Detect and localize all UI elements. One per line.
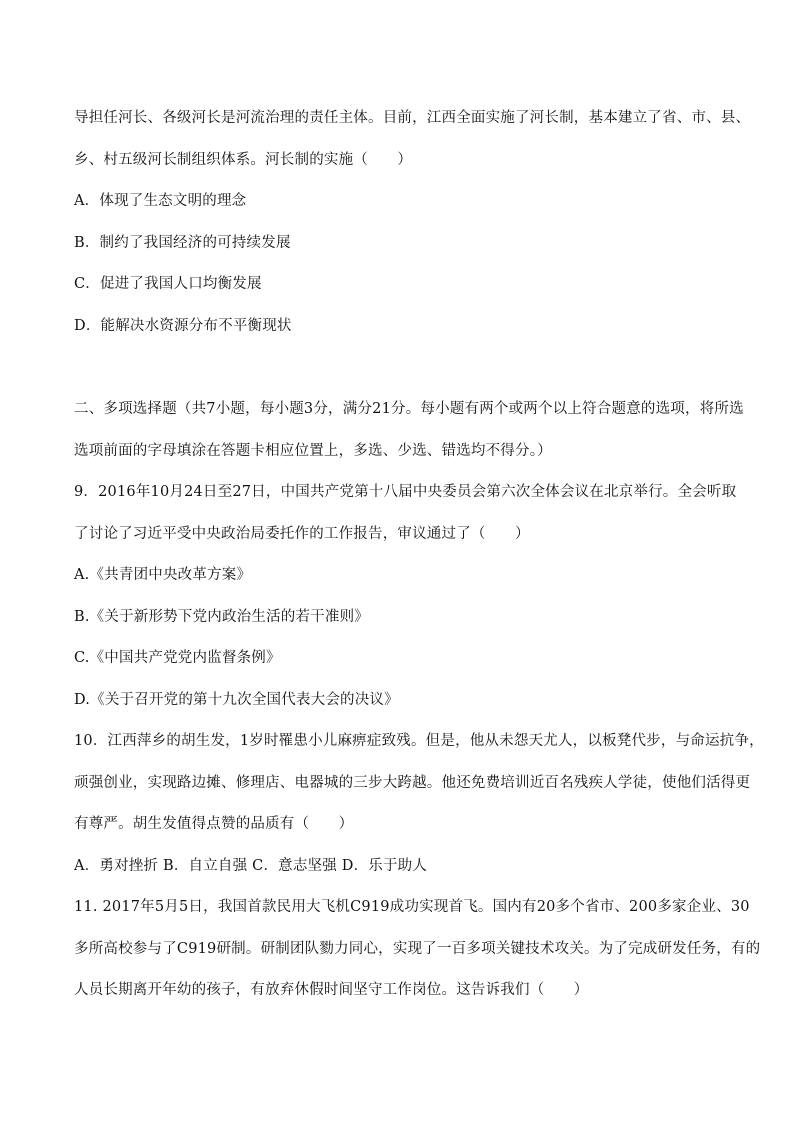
question-10-stem-line-2: 顽强创业，实现路边摊、修理店、电器城的三步大跨越。他还免费培训近百名残疾人学徒，使他们活得更 (74, 775, 751, 791)
question-10-stem-line-3: 有尊严。胡生发值得点赞的品质有（ ） (74, 816, 354, 832)
question-10-options: A．勇对挫折 B．自立自强 C．意志坚强 D．乐于助人 (74, 858, 428, 874)
question-8-option-c: C．促进了我国人口均衡发展 (74, 276, 262, 292)
question-9-stem-line-2: 了讨论了习近平受中央政治局委托作的工作报告，审议通过了（ ） (74, 526, 530, 542)
question-9-option-d: D.《关于召开党的第十九次全国代表大会的决议》 (74, 692, 399, 708)
question-8-stem-line-2: 乡、村五级河长制组织体系。河长制的实施（ ） (74, 152, 413, 168)
question-8-option-b: B．制约了我国经济的可持续发展 (74, 235, 291, 251)
section-2-heading-line-2: 选项前面的字母填涂在答题卡相应位置上，多选、少选、错选均不得分。） (74, 443, 552, 459)
question-11-stem-line-2: 多所高校参与了C919研制。研制团队勠力同心，实现了一百多项关键技术攻关。为了完成研发任务，有的 (74, 941, 761, 957)
question-10-stem-line-1: 10．江西萍乡的胡生发，1岁时罹患小儿麻痹症致残。但是，他从未怨天尤人，以板凳代步，与命运抗争， (74, 733, 764, 749)
section-2-heading-line-1: 二、多项选择题（共7小题，每小题3分，满分21分。每小题有两个或两个以上符合题意的选项，将所选 (74, 401, 744, 417)
question-8-stem-line-1: 导担任河长、各级河长是河流治理的责任主体。目前，江西全面实施了河长制，基本建立了省、市、县、 (74, 110, 751, 126)
question-11-stem-line-1: 11. 2017年5月5日，我国首款民用大飞机C919成功实现首飞。国内有20多个省市、200多家企业、30 (74, 899, 750, 915)
question-11-stem-line-3: 人员长期离开年幼的孩子，有放弃休假时间坚守工作岗位。这告诉我们（ ） (74, 982, 589, 998)
question-9-option-b: B.《关于新形势下党内政治生活的若干准则》 (74, 609, 369, 625)
question-9-stem-line-1: 9．2016年10月24日至27日，中国共产党第十八届中央委员会第六次全体会议在北京举行。全会听取 (74, 484, 737, 500)
question-9-option-c: C.《中国共产党党内监督条例》 (74, 650, 281, 666)
question-9-option-a: A.《共青团中央改革方案》 (74, 567, 252, 583)
question-8-option-a: A．体现了生态文明的理念 (74, 193, 247, 209)
question-8-option-d: D．能解决水资源分布不平衡现状 (74, 318, 292, 334)
